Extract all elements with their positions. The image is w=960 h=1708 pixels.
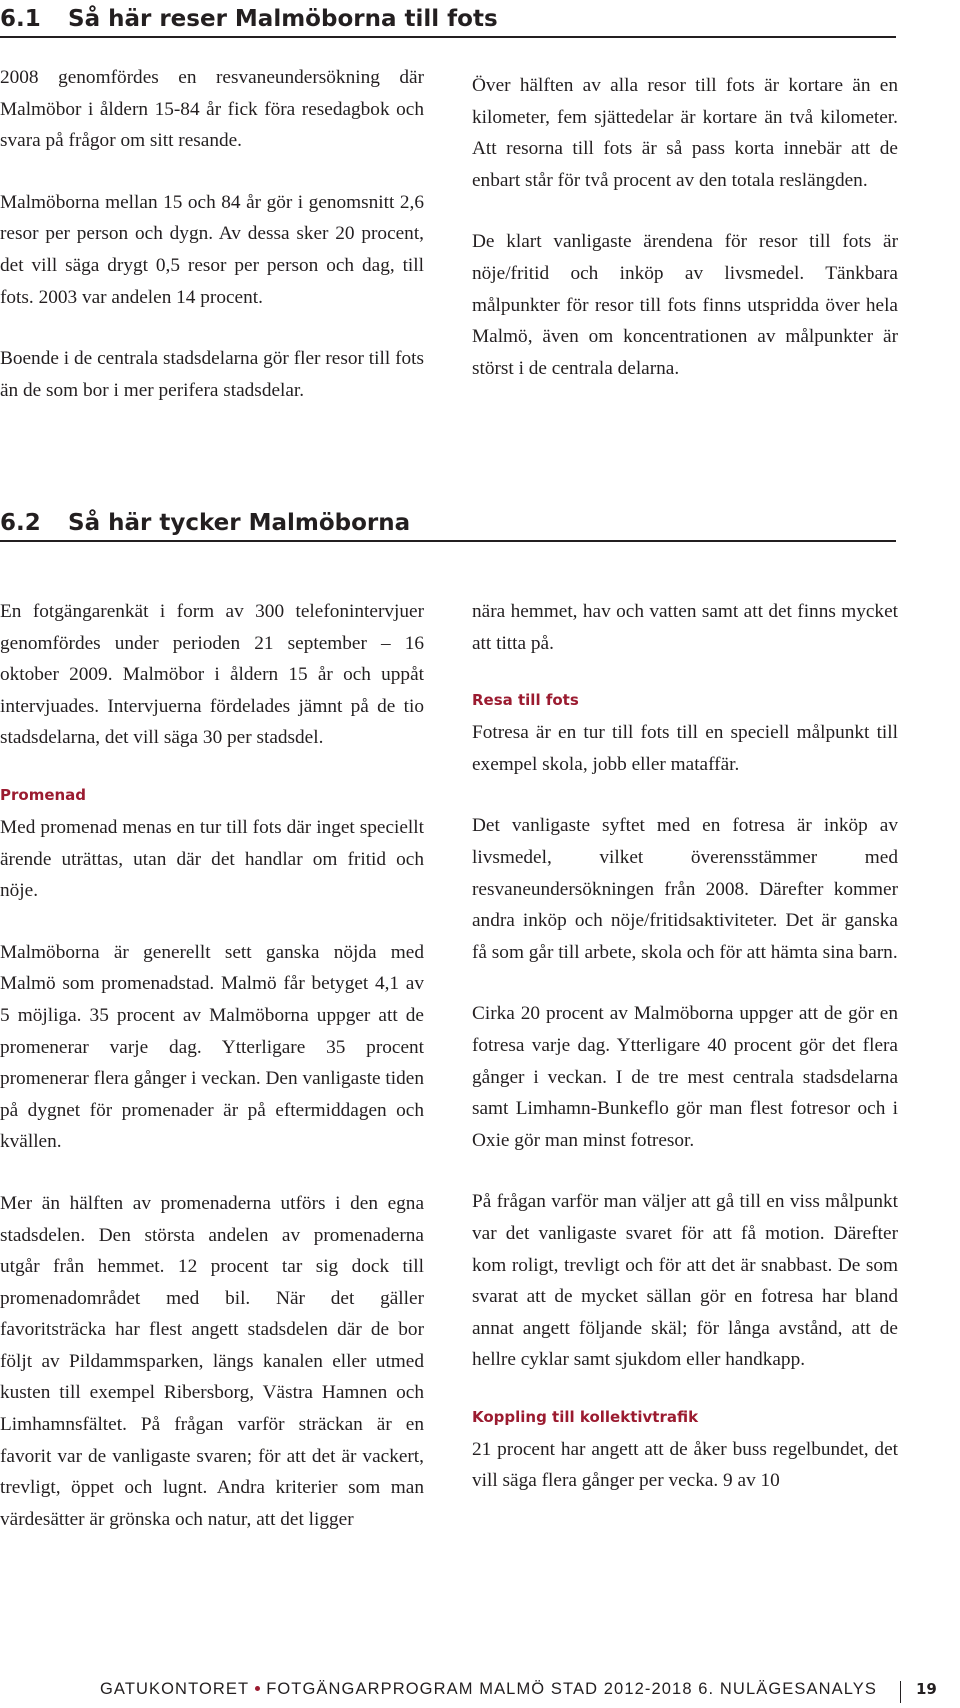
paragraph: Det vanligaste syftet med en fotresa är inköp av livsmedel, vilket överensstämmer med resvaneundersökningen från 2008. Därefter kommer andra inköp och nöje/fritidsaktiviteter. Det är ganska få som går till arbete, skola och för att hämta sina barn. [472,815,898,963]
paragraph: Malmöborna mellan 15 och 84 år gör i genomsnitt 2,6 resor per person och dygn. Av dessa sker 20 procent, det vill säga drygt 0,5 resor per person och dag, till fots. 2003 var andelen 14 procent. [0,191,424,308]
paragraph: Med promenad menas en tur till fots där inget speciellt ärende uträttas, utan där det handlar om fritid och nöje. [0,816,424,902]
subheading-kollektivtrafik: Koppling till kollektivtrafik [472,1407,699,1426]
section-rule [0,540,896,542]
paragraph: Boende i de centrala stadsdelarna gör fler resor till fots än de som bor i mer perifera stadsdelar. [0,348,424,401]
footer-text [100,1680,877,1699]
paragraph: En fotgängarenkät i form av 300 telefonintervjuer genomfördes under perioden 21 september – 16 oktober 2009. Malmöbor i åldern 15 år och uppåt intervjuades. Intervjuerna fördelades jämnt på de tio stadsdelarna, det vill säga 30 per stadsdel. [0,601,424,749]
paragraph: 2008 genomfördes en resvaneundersökning där Malmöbor i åldern 15-84 år fick föra resedagbok och svara på frågor om sitt resande. [0,67,424,152]
section2-right-column [472,596,898,1497]
page-footer [0,1680,960,1706]
paragraph: De klart vanligaste ärendena för resor till fots är nöje/fritid och inköp av livsmedel. Tänkbara målpunkter för resor till fots finns utspridda över hela Malmö, även om koncentrationen av målpunkter är störst i de centrala delarna. [472,231,898,379]
section1-left-column [0,62,424,406]
section-rule [0,36,896,38]
subheading-promenad: Promenad [0,785,87,804]
footer-doc: FOTGÄNGARPROGRAM MALMÖ STAD 2012-2018 6. NULÄGESANALYS [266,1680,877,1698]
paragraph: Mer än hälften av promenaderna utförs i den egna stadsdelen. Den största andelen av promenaderna utgår från hemmet. 12 procent tar sig dock till promenadområdet med bil. När det gäller favoritsträcka har flest angett stadsdelen där de bor följt av Pildammsparken, längs kanalen eller utmed kusten till exempel Ribersborg, Västra Hamnen och Limhamnsfältet. På frågan varför sträckan är en favorit var de vanligaste svaren; för att det är vackert, trevligt, öppet och lugnt. Andra kriterier som man värdesätter är grönska och natur, att det ligger [0,1192,424,1530]
paragraph: Över hälften av alla resor till fots är kortare än en kilometer, fem sjättedelar är kortare än två kilometer. Att resorna till fots är så pass korta innebär att de enbart står för två procent av den totala reslängden. [472,75,898,191]
paragraph: 21 procent har angett att de åker buss regelbundet, det vill säga flera gånger per vecka. 9 av 10 [472,1438,898,1492]
paragraph: Cirka 20 procent av Malmöborna uppger att de gör en fotresa varje dag. Ytterligare 40 procent gör det flera gånger i veckan. I de tre mest centrala stadsdelarna samt Limhamn-Bunkeflo gör man flest fotresor och i Oxie gör man minst fotresor. [472,1003,898,1151]
bullet-dot-icon [255,1686,260,1691]
footer-divider [900,1681,901,1703]
section-heading-6-1 [0,0,894,32]
subheading-resa-till-fots: Resa till fots [472,691,579,710]
section-number: 6.2 [0,510,41,536]
paragraph: Malmöborna är generellt sett ganska nöjda med Malmö som promenadstad. Malmö får betyget 4,1 av 5 möjliga. 35 procent av Malmöborna uppger att de promenerar varje dag. Ytterligare 35 procent promenerar flera gånger i veckan. Den vanligaste tiden på dygnet för promenader är på eftermiddagen och kvällen. [0,941,424,1153]
paragraph: På frågan varför man väljer att gå till en viss målpunkt var det vanligaste svaret för att få motion. Därefter kom roligt, trevligt och för att det är snabbast. De som svarat att de mycket sällan gör en fotresa har bland annat angett följande skäl; för långa avstånd, att de hellre cyklar samt sjukdom eller handkapp. [472,1191,898,1371]
section-heading-6-2 [0,496,894,536]
section-number: 6.1 [0,6,41,32]
section-title: Så här reser Malmöborna till fots [68,6,498,32]
section-title: Så här tycker Malmöborna [68,510,411,536]
footer-org: GATUKONTORET [100,1680,250,1698]
paragraph: nära hemmet, hav och vatten samt att det finns mycket att titta på. [472,601,898,654]
page-number: 19 [916,1680,937,1698]
section2-left-column [0,596,424,1535]
paragraph: Fotresa är en tur till fots till en speciell målpunkt till exempel skola, jobb eller mataffär. [472,722,898,775]
section1-right-column [472,70,898,384]
